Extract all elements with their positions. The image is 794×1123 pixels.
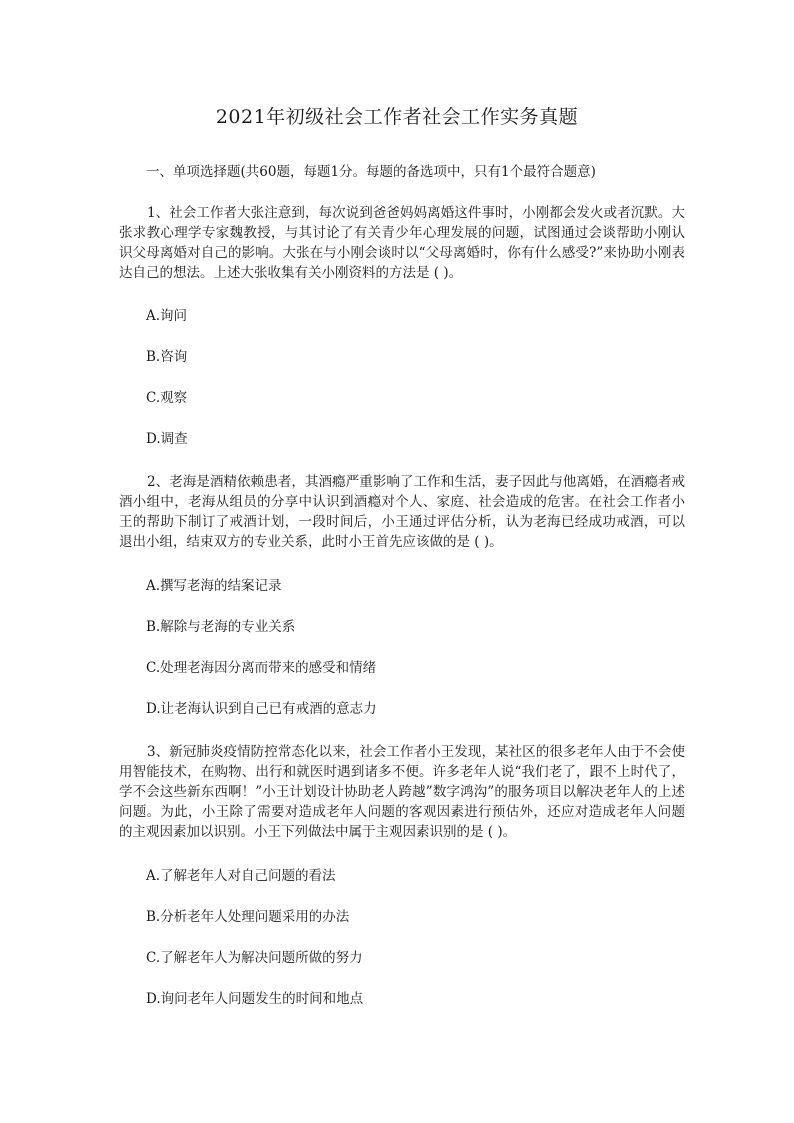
question-1-option-b: B.咨询 — [146, 349, 188, 365]
question-2-option-d: D.让老海认识到自己已有戒酒的意志力 — [146, 701, 377, 717]
question-1-option-a: A.询问 — [146, 308, 188, 324]
question-1-option-c: C.观察 — [146, 390, 188, 406]
question-3-option-a: A.了解老年人对自己问题的看法 — [146, 868, 336, 884]
question-3-option-d: D.询问老年人问题发生的时间和地点 — [146, 991, 364, 1007]
section-heading: 一、单项选择题(共60题，每题1分。每题的备选项中，只有1个最符合题意) — [146, 164, 596, 180]
question-3-option-c: C.了解老年人为解决问题所做的努力 — [146, 950, 363, 966]
question-1-text: 1、社会工作者大张注意到，每次说到爸爸妈妈离婚这件事时，小刚都会发火或者沉默。大张求教心理学专家魏教授，与其讨论了有关青少年心理发展的问题，试图通过会谈帮助小刚认识父母离婚对自己的影响。大张在与小刚会谈时以“父母离婚时，你有什么感受?”来协助小刚表达自己的想法。上述大张收集有关小刚资料的方法是 ( )。 — [119, 205, 685, 281]
question-2-option-a: A.撰写老海的结案记录 — [146, 578, 282, 594]
page-title: 2021年初级社会工作者社会工作实务真题 — [215, 106, 579, 128]
question-2-option-c: C.处理老海因分离而带来的感受和情绪 — [146, 660, 377, 676]
question-1-option-d: D.调查 — [146, 431, 188, 447]
question-3-option-b: B.分析老年人处理问题采用的办法 — [146, 909, 350, 925]
question-2-option-b: B.解除与老海的专业关系 — [146, 619, 296, 635]
question-2-text: 2、老海是酒精依赖患者，其酒瘾严重影响了工作和生活，妻子因此与他离婚，在酒瘾者戒酒小组中，老海从组员的分享中认识到酒瘾对个人、家庭、社会造成的危害。在社会工作者小王的帮助下制订了戒酒计划，一段时间后，小王通过评估分析，认为老海已经成功戒酒，可以退出小组，结束双方的专业关系，此时小王首先应该做的是 ( )。 — [119, 474, 685, 550]
question-3-text: 3、新冠肺炎疫情防控常态化以来，社会工作者小王发现，某社区的很多老年人由于不会使用智能技术，在购物、出行和就医时遇到诸多不便。许多老年人说“我们老了，跟不上时代了，学不会这些新东西啊！”小王计划设计协助老人跨越”数字鸿沟”的服务项目以解决老年人的上述问题。为此，小王除了需要对造成老年人问题的客观因素进行预估外，还应对造成老年人问题的主观因素加以识别。小王下列做法中属于主观因素识别的是 ( )。 — [119, 744, 685, 840]
